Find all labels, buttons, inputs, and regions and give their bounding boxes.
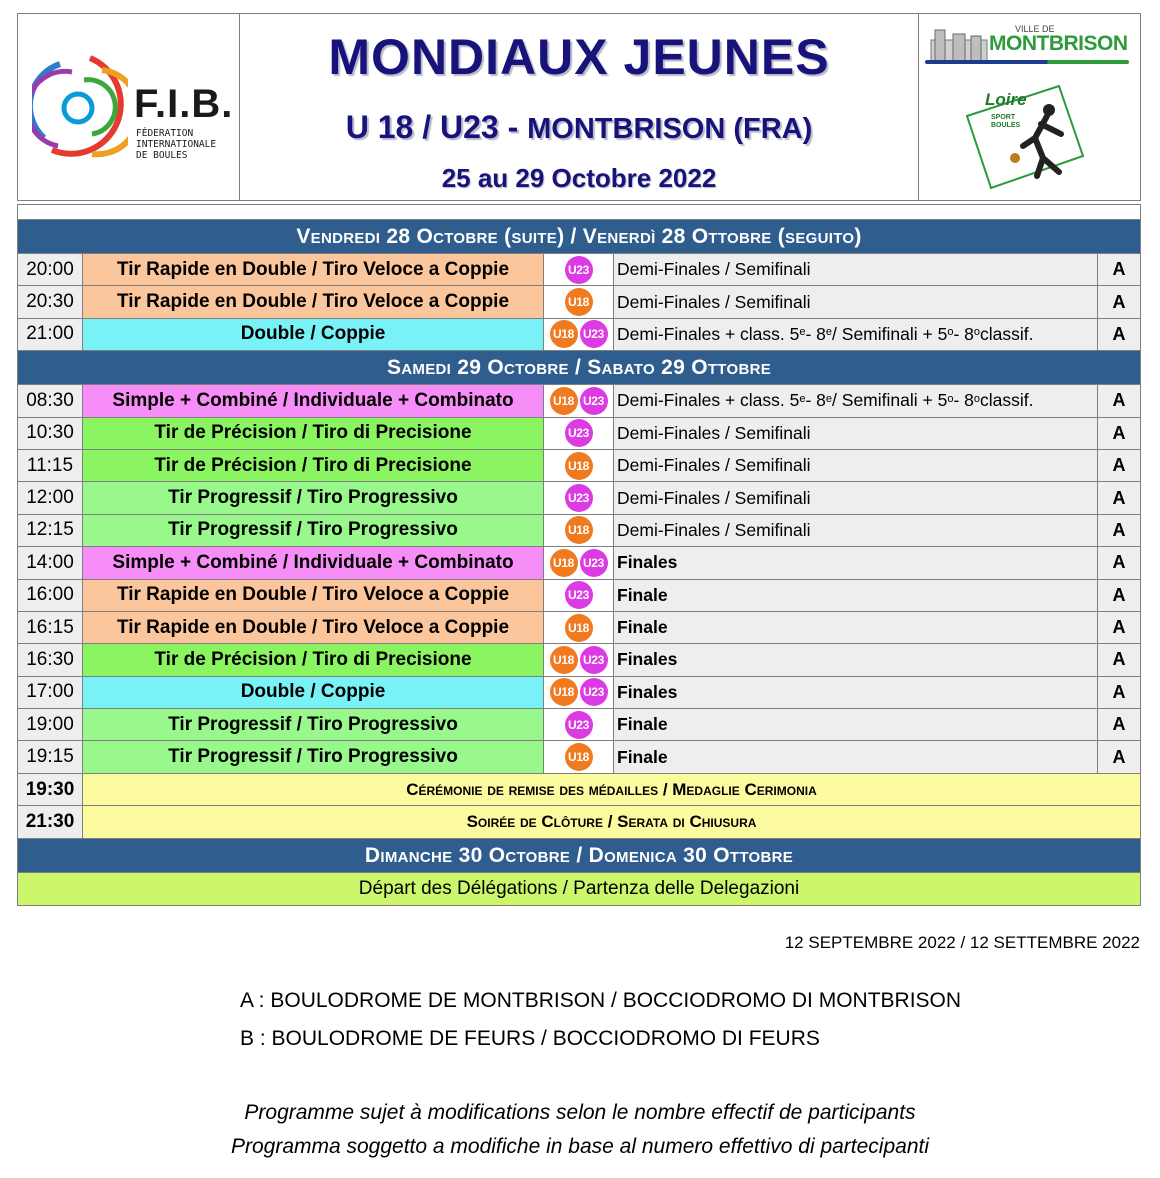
u23-badge: U23 [565, 581, 593, 609]
day-header-sunday: Dimanche 30 Octobre / Domenica 30 Ottobre [18, 838, 1140, 872]
event-cell: Tir Rapide en Double / Tiro Veloce a Coppie [83, 580, 544, 611]
category-cell [544, 644, 614, 675]
category-cell [544, 547, 614, 578]
time-cell: 14:00 [18, 547, 83, 578]
phase-cell: Demi-Finales + class. 5 $^e$ - 8 $^e$ / Semifinali + 5 $^o$ - 8 $^o$ classif. [614, 385, 1098, 416]
u18-badge: U18 [565, 516, 593, 544]
legend-site-a: A : BOULODROME DE MONTBRISON / BOCCIODROMO DI MONTBRISON [240, 989, 962, 1012]
fib-logo-icon [32, 50, 128, 164]
time-cell: 10:30 [18, 418, 83, 449]
time-cell: 11:15 [18, 450, 83, 481]
phase-cell: Demi-Finales + class. 5 $^e$ - 8 $^e$ / Semifinali + 5 $^o$ - 8 $^o$ classif. [614, 319, 1098, 350]
fib-logo-cell [18, 14, 240, 200]
u23-badge: U23 [580, 646, 608, 674]
site-cell: A [1098, 677, 1140, 708]
time-cell: 21:00 [18, 319, 83, 350]
phase-cell: Demi-Finales / Semifinali [614, 254, 1098, 285]
table-row [18, 676, 1140, 708]
event-cell: Simple + Combiné / Individuale + Combinato [83, 385, 544, 416]
ceremony-label: Cérémonie de remise des médailles / Medaglie Cerimonia [83, 774, 1140, 806]
time-cell: 16:30 [18, 644, 83, 675]
time-cell: 08:30 [18, 385, 83, 416]
u23-badge: U23 [580, 387, 608, 415]
site-cell: A [1098, 385, 1140, 416]
event-cell: Tir de Précision / Tiro di Precisione [83, 418, 544, 449]
category-cell [544, 677, 614, 708]
table-row [18, 384, 1140, 416]
site-cell: A [1098, 450, 1140, 481]
departure-row: Départ des Délégations / Partenza delle Delegazioni [18, 872, 1140, 906]
category-cell [544, 612, 614, 643]
site-cell: A [1098, 644, 1140, 675]
event-cell: Simple + Combiné / Individuale + Combinato [83, 547, 544, 578]
table-row [18, 708, 1140, 740]
category-cell [544, 580, 614, 611]
category-cell [544, 254, 614, 285]
site-cell: A [1098, 515, 1140, 546]
site-cell: A [1098, 482, 1140, 513]
event-cell: Tir Progressif / Tiro Progressivo [83, 515, 544, 546]
time-cell: 12:15 [18, 515, 83, 546]
time-cell: 16:15 [18, 612, 83, 643]
phase-cell: Finale [614, 741, 1098, 772]
category-cell [544, 741, 614, 772]
u23-badge: U23 [565, 419, 593, 447]
site-cell: A [1098, 612, 1140, 643]
title-cell [240, 14, 919, 200]
u18-badge: U18 [550, 320, 578, 348]
time-cell: 17:00 [18, 677, 83, 708]
site-cell: A [1098, 286, 1140, 317]
spacer-row [18, 204, 1140, 219]
category-cell [544, 515, 614, 546]
fib-logo-subtitle: FÉDERATION INTERNATIONALE DE BOULES [136, 128, 217, 161]
category-cell [544, 286, 614, 317]
table-row [18, 546, 1140, 578]
phase-cell: Finales [614, 547, 1098, 578]
event-cell: Double / Coppie [83, 677, 544, 708]
event-cell: Tir Rapide en Double / Tiro Veloce a Coppie [83, 286, 544, 317]
document-date: 12 SEPTEMBRE 2022 / 12 SETTEMBRE 2022 [784, 933, 1140, 952]
time-cell: 19:00 [18, 709, 83, 740]
table-row [18, 740, 1140, 772]
table-row [18, 253, 1140, 285]
table-row [18, 481, 1140, 513]
fib-logo-name: F.I.B. [134, 82, 234, 126]
event-cell: Tir de Précision / Tiro di Precisione [83, 450, 544, 481]
montbrison-small-label: VILLE DE [1015, 24, 1055, 34]
phase-cell: Demi-Finales / Semifinali [614, 450, 1098, 481]
loire-logo-subtitle: SPORT BOULES [991, 114, 1021, 129]
phase-cell: Demi-Finales / Semifinali [614, 286, 1098, 317]
site-cell: A [1098, 547, 1140, 578]
site-cell: A [1098, 319, 1140, 350]
category-cell [544, 319, 614, 350]
u18-badge: U18 [565, 743, 593, 771]
table-row [18, 285, 1140, 317]
event-cell: Tir Progressif / Tiro Progressivo [83, 482, 544, 513]
table-row [18, 611, 1140, 643]
table-row [18, 643, 1140, 675]
day-header-friday: Vendredi 28 Octobre (suite) / Venerdì 28 Ottobre (seguito) [18, 219, 1140, 253]
montbrison-underline [925, 60, 1129, 64]
disclaimer-french: Programme sujet à modifications selon le nombre effectif de participants [244, 1101, 916, 1124]
loire-logo-name: Loire [985, 90, 1027, 109]
u18-badge: U18 [550, 678, 578, 706]
ceremony-label: Soirée de Clôture / Serata di Chiusura [83, 806, 1140, 838]
ceremony-row [18, 773, 1140, 806]
time-cell: 21:30 [18, 806, 83, 838]
time-cell: 12:00 [18, 482, 83, 513]
event-cell: Double / Coppie [83, 319, 544, 350]
category-cell [544, 450, 614, 481]
category-cell [544, 709, 614, 740]
table-row [18, 318, 1140, 350]
site-cell: A [1098, 418, 1140, 449]
time-cell: 20:30 [18, 286, 83, 317]
event-cell: Tir de Précision / Tiro di Precisione [83, 644, 544, 675]
phase-cell: Finale [614, 612, 1098, 643]
u23-badge: U23 [580, 678, 608, 706]
u18-badge: U18 [565, 614, 593, 642]
table-row [18, 417, 1140, 449]
event-cell: Tir Rapide en Double / Tiro Veloce a Coppie [83, 612, 544, 643]
time-cell: 19:15 [18, 741, 83, 772]
category-cell [544, 385, 614, 416]
u23-badge: U23 [580, 320, 608, 348]
header-box [17, 13, 1141, 201]
sponsor-logos-cell [919, 14, 1140, 200]
schedule-table [17, 204, 1141, 906]
time-cell: 16:00 [18, 580, 83, 611]
phase-cell: Demi-Finales / Semifinali [614, 515, 1098, 546]
site-cell: A [1098, 741, 1140, 772]
time-cell: 20:00 [18, 254, 83, 285]
montbrison-logo-name: MONTBRISON [989, 32, 1128, 55]
event-dates: 25 au 29 Octobre 2022 [441, 163, 717, 193]
u18-badge: U18 [550, 549, 578, 577]
event-cell: Tir Progressif / Tiro Progressivo [83, 709, 544, 740]
u18-badge: U18 [565, 452, 593, 480]
site-cell: A [1098, 254, 1140, 285]
u23-badge: U23 [565, 711, 593, 739]
phase-cell: Finale [614, 580, 1098, 611]
table-row [18, 449, 1140, 481]
category-cell [544, 418, 614, 449]
page-subtitle: U 18 / U23 - MONTBRISON (FRA) [345, 109, 813, 145]
site-cell: A [1098, 709, 1140, 740]
table-row [18, 579, 1140, 611]
u23-badge: U23 [580, 549, 608, 577]
time-cell: 19:30 [18, 774, 83, 806]
table-row [18, 514, 1140, 546]
page-title: MONDIAUX JEUNES [328, 29, 830, 85]
u18-badge: U18 [565, 288, 593, 316]
event-cell: Tir Rapide en Double / Tiro Veloce a Coppie [83, 254, 544, 285]
disclaimer-italian: Programma soggetto a modifiche in base al numero effettivo di partecipanti [230, 1135, 930, 1158]
legend-site-b: B : BOULODROME DE FEURS / BOCCIODROMO DI FEURS [240, 1027, 820, 1050]
phase-cell: Demi-Finales / Semifinali [614, 418, 1098, 449]
phase-cell: Finales [614, 644, 1098, 675]
phase-cell: Finales [614, 677, 1098, 708]
u23-badge: U23 [565, 484, 593, 512]
event-cell: Tir Progressif / Tiro Progressivo [83, 741, 544, 772]
u23-badge: U23 [565, 256, 593, 284]
phase-cell: Finale [614, 709, 1098, 740]
category-cell [544, 482, 614, 513]
u18-badge: U18 [550, 646, 578, 674]
site-cell: A [1098, 580, 1140, 611]
day-header-saturday: Samedi 29 Octobre / Sabato 29 Ottobre [18, 350, 1140, 384]
u18-badge: U18 [550, 387, 578, 415]
ceremony-row [18, 805, 1140, 838]
phase-cell: Demi-Finales / Semifinali [614, 482, 1098, 513]
